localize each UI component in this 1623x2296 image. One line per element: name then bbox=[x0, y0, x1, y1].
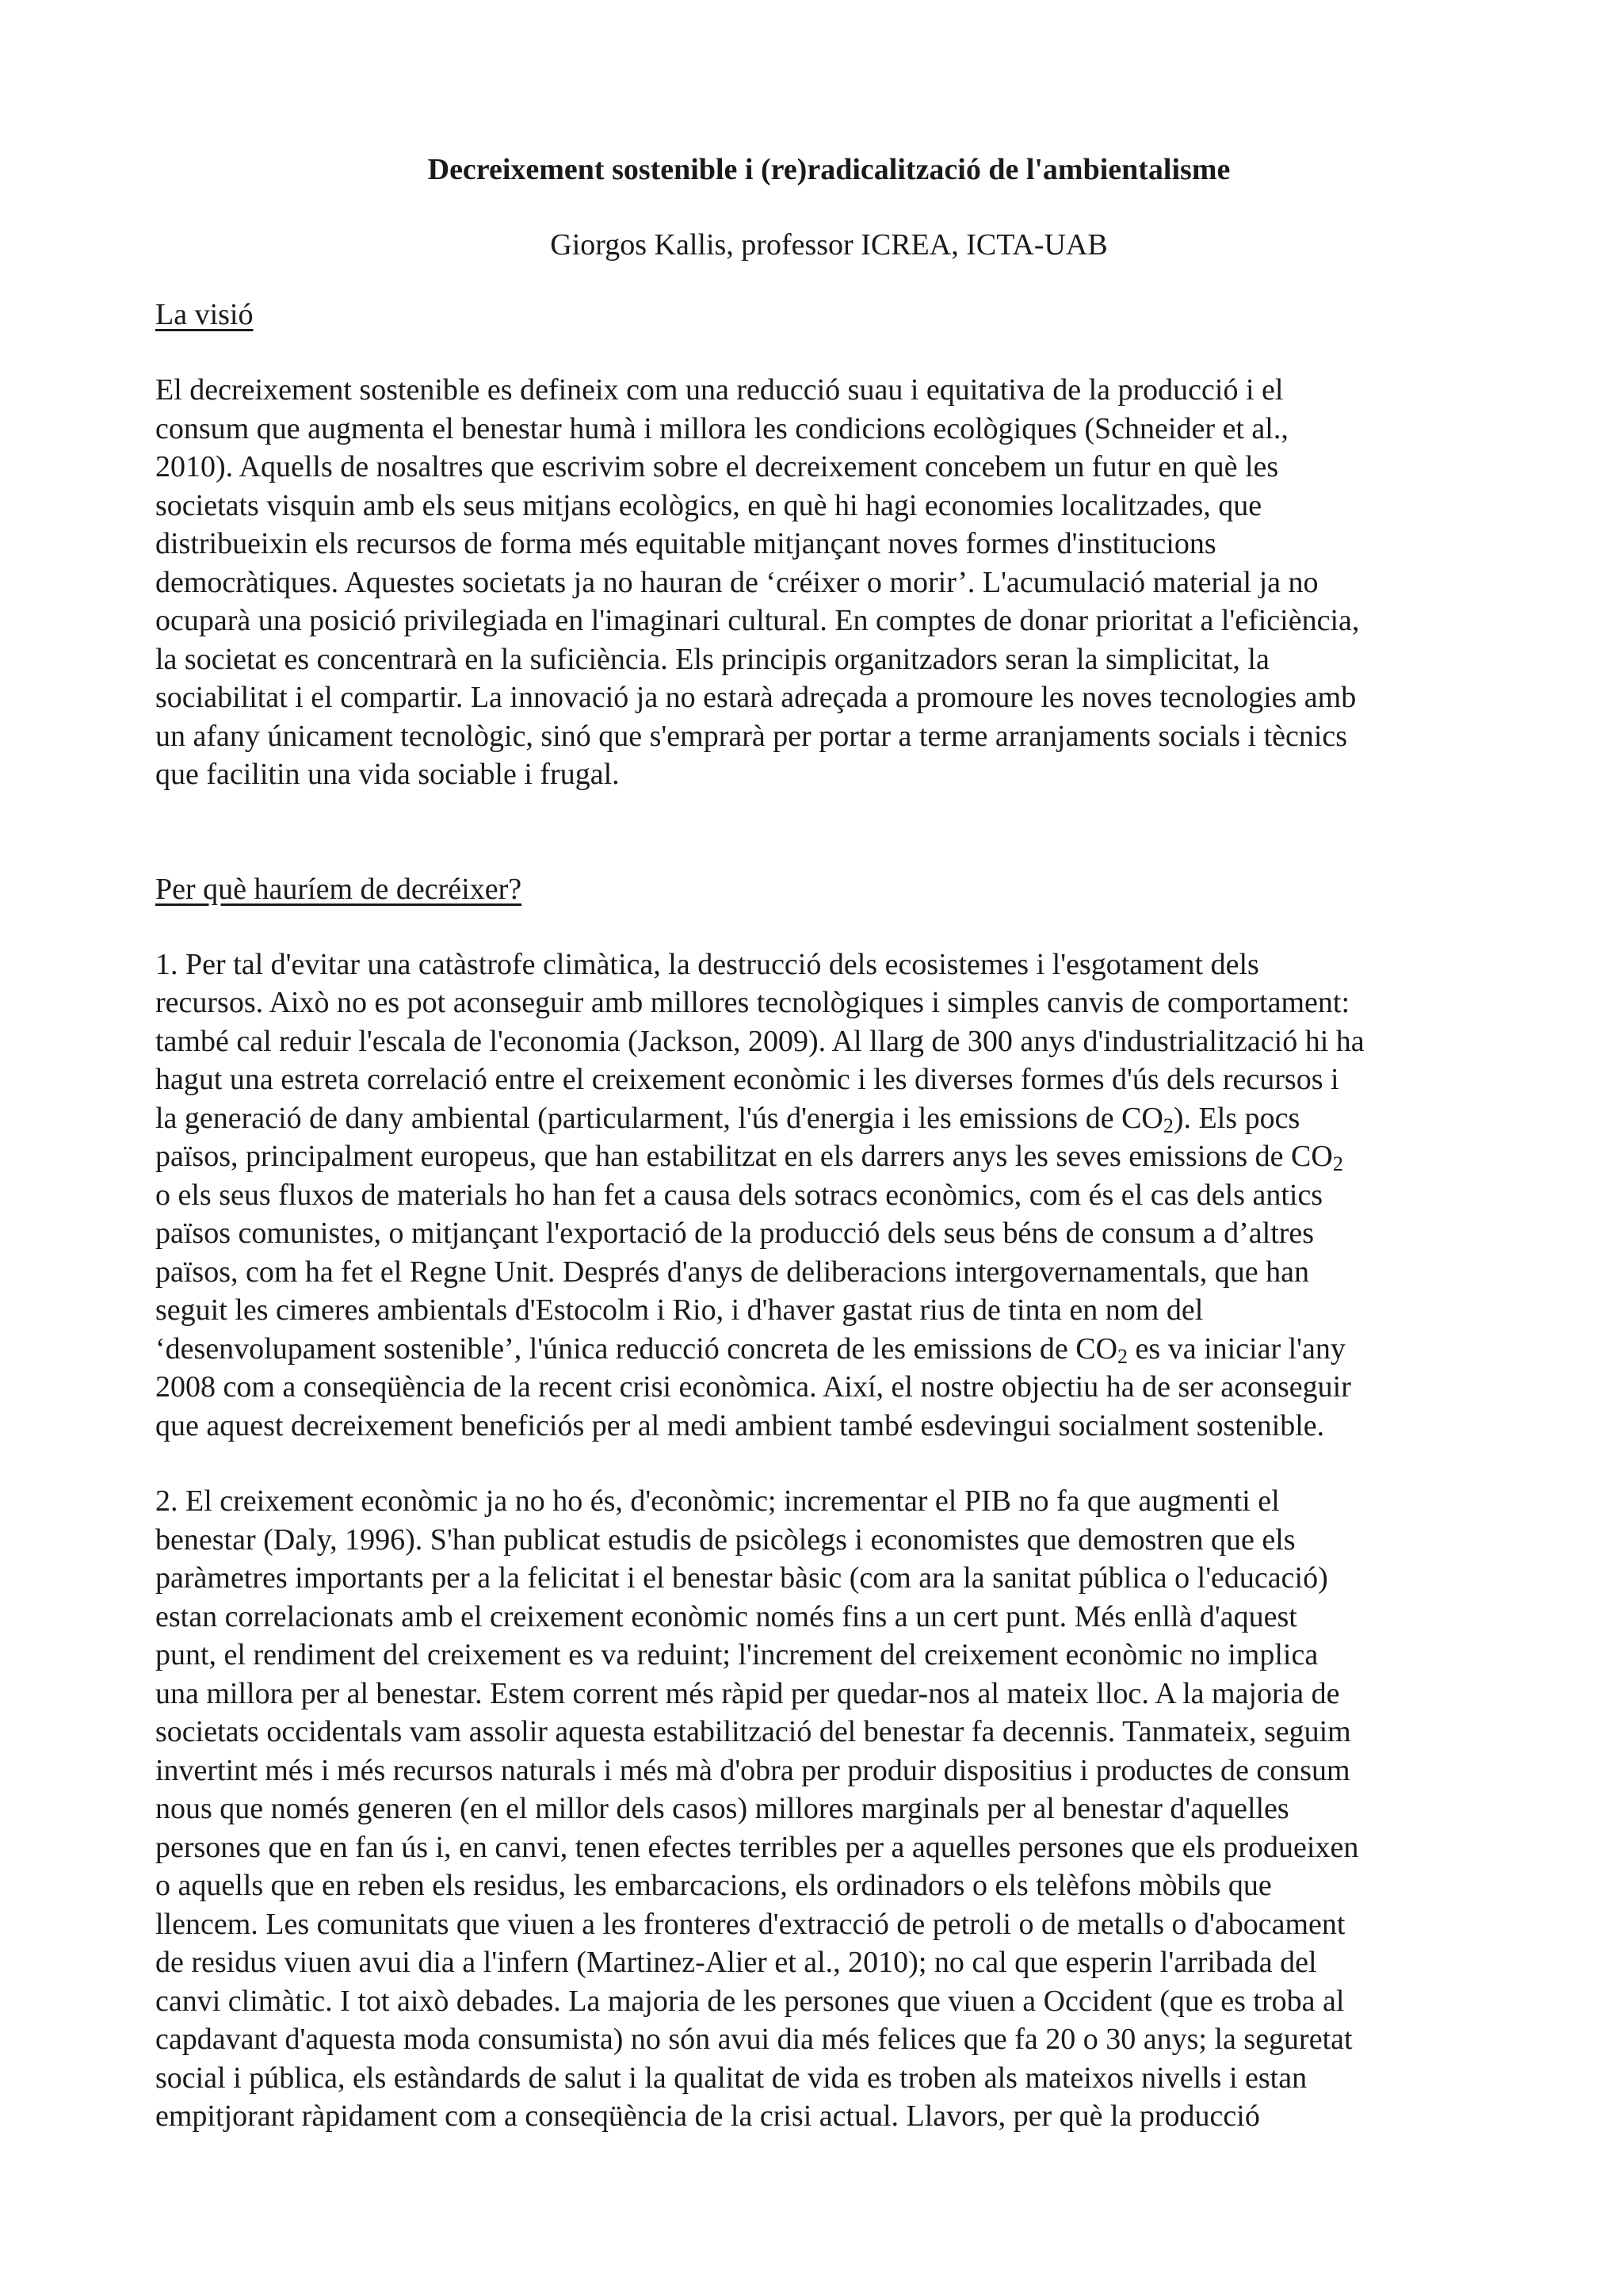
text-line: distribueixin els recursos de forma més equitable mitjançant noves formes d'institucions bbox=[155, 527, 1216, 560]
text-line: que facilitin una vida sociable i frugal. bbox=[155, 758, 620, 791]
text-line: seguit les cimeres ambientals d'Estocolm i Rio, i d'haver gastat rius de tinta en nom del bbox=[155, 1293, 1204, 1327]
text-line: o els seus fluxos de materials ho han fet a causa dels sotracs econòmics, com és el cas dels antics bbox=[155, 1178, 1323, 1212]
text-line: 2008 com a conseqüència de la recent crisi econòmica. Així, el nostre objectiu ha de ser aconseguir bbox=[155, 1370, 1351, 1404]
text-segment: ‘desenvolupament sostenible’, l'única reducció concreta de les emissions de CO bbox=[155, 1331, 1118, 1366]
subscript: 2 bbox=[1163, 1114, 1174, 1137]
text-line: recursos. Això no es pot aconseguir amb millores tecnològiques i simples canvis de comportament: bbox=[155, 986, 1350, 1019]
text-line: llencem. Les comunitats que viuen a les fronteres d'extracció de petroli o de metalls o d'abocament bbox=[155, 1907, 1346, 1941]
paragraph-point-2 bbox=[155, 1482, 1471, 2136]
text-line bbox=[155, 1137, 1471, 1176]
text-line: o aquells que en reben els residus, les embarcacions, els ordinadors o els telèfons mòbils que bbox=[155, 1869, 1272, 1902]
text-line: de residus viuen avui dia a l'infern (Martinez-Alier et al., 2010); no cal que esperin l'arribada del bbox=[155, 1946, 1317, 1979]
text-line: capdavant d'aquesta moda consumista) no són avui dia més felices que fa 20 o 30 anys; la seguretat bbox=[155, 2023, 1353, 2056]
text-line: 2. El creixement econòmic ja no ho és, d'econòmic; incrementar el PIB no fa que augmenti el bbox=[155, 1484, 1280, 1518]
text-line: persones que en fan ús i, en canvi, tenen efectes terribles per a aquelles persones que els produeixen bbox=[155, 1830, 1359, 1864]
text-line: consum que augmenta el benestar humà i millora les condicions ecològiques (Schneider et al., bbox=[155, 411, 1289, 445]
text-line: estan correlacionats amb el creixement econòmic només fins a un cert punt. Més enllà d'aquest bbox=[155, 1599, 1297, 1633]
paragraph-point-1 bbox=[155, 946, 1471, 1446]
text-line: societats occidentals vam assolir aquesta estabilització del benestar fa decennis. Tanmateix, seguim bbox=[155, 1715, 1351, 1748]
text-line: invertint més i més recursos naturals i més mà d'obra per produir dispositius i productes de consum bbox=[155, 1753, 1350, 1787]
text-line: països comunistes, o mitjançant l'exportació de la producció dels seus béns de consum a d’altres bbox=[155, 1217, 1315, 1250]
text-segment: es va iniciar l'any bbox=[1128, 1331, 1346, 1366]
text-line: empitjorant ràpidament com a conseqüència de la crisi actual. Llavors, per què la producció bbox=[155, 2099, 1260, 2133]
paragraph-visio bbox=[155, 371, 1471, 794]
text-line: societats visquin amb els seus mitjans ecològics, en què hi hagi economies localitzades, que bbox=[155, 488, 1262, 522]
text-segment: ). Els pocs bbox=[1173, 1101, 1300, 1135]
document-page bbox=[155, 151, 1471, 2136]
text-line bbox=[155, 1099, 1471, 1138]
section-heading-visio: La visió bbox=[155, 298, 254, 331]
text-line: sociabilitat i el compartir. La innovació ja no estarà adreçada a promoure les noves tecnologies amb bbox=[155, 681, 1357, 714]
text-line: ocuparà una posició privilegiada en l'imaginari cultural. En comptes de donar prioritat a l'eficiència, bbox=[155, 604, 1360, 637]
text-line: la societat es concentrarà en la suficiència. Els principis organitzadors seran la simplicitat, la bbox=[155, 642, 1270, 676]
text-segment: països, principalment europeus, que han estabilitzat en els darrers anys les seves emissions de CO bbox=[155, 1140, 1333, 1173]
text-line: paràmetres importants per a la felicitat i el benestar bàsic (com ara la sanitat pública o l'educació) bbox=[155, 1561, 1328, 1595]
text-line: una millora per al benestar. Estem corrent més ràpid per quedar-nos al mateix lloc. A la majoria de bbox=[155, 1676, 1340, 1710]
text-line: països, com ha fet el Regne Unit. Després d'anys de deliberacions intergovernamentals, que han bbox=[155, 1255, 1310, 1289]
text-line: democràtiques. Aquestes societats ja no hauran de ‘créixer o morir’. L'acumulació material ja no bbox=[155, 565, 1319, 599]
text-line: social i pública, els estàndards de salut i la qualitat de vida es troben als mateixos nivells i estan bbox=[155, 2061, 1308, 2095]
document-title: Decreixement sostenible i (re)radicalització de l'ambientalisme bbox=[427, 153, 1231, 186]
text-line: El decreixement sostenible es defineix com una reducció suau i equitativa de la producció i el bbox=[155, 373, 1284, 407]
text-line: 1. Per tal d'evitar una catàstrofe climàtica, la destrucció dels ecosistemes i l'esgotament dels bbox=[155, 947, 1259, 981]
text-line: punt, el rendiment del creixement es va reduint; l'increment del creixement econòmic no implica bbox=[155, 1638, 1319, 1671]
text-line: nous que només generen (en el millor dels casos) millores marginals per al benestar d'aquelles bbox=[155, 1792, 1289, 1825]
text-line: 2010). Aquells de nosaltres que escrivim sobre el decreixement concebem un futur en què les bbox=[155, 450, 1279, 483]
subscript: 2 bbox=[1117, 1344, 1128, 1368]
text-line bbox=[155, 1330, 1471, 1369]
text-line: hagut una estreta correlació entre el creixement econòmic i les diverses formes d'ús dels recursos i bbox=[155, 1063, 1339, 1096]
subscript: 2 bbox=[1332, 1152, 1343, 1175]
section-heading-perque: Per què hauríem de decréixer? bbox=[155, 872, 522, 906]
document-author: Giorgos Kallis, professor ICREA, ICTA-UAB bbox=[550, 228, 1108, 262]
text-line: benestar (Daly, 1996). S'han publicat estudis de psicòlegs i economistes que demostren que els bbox=[155, 1522, 1296, 1557]
text-segment: la generació de dany ambiental (particularment, l'ús d'energia i les emissions de CO bbox=[155, 1101, 1163, 1135]
text-line: un afany únicament tecnològic, sinó que s'emprarà per portar a terme arranjaments socials i tècnics bbox=[155, 719, 1348, 753]
text-line: també cal reduir l'escala de l'economia (Jackson, 2009). Al llarg de 300 anys d'industrialització hi ha bbox=[155, 1024, 1365, 1058]
text-line: que aquest decreixement beneficiós per al medi ambient també esdevingui socialment sostenible. bbox=[155, 1408, 1325, 1442]
text-line: canvi climàtic. I tot això debades. La majoria de les persones que viuen a Occident (que es troba al bbox=[155, 1984, 1345, 2018]
